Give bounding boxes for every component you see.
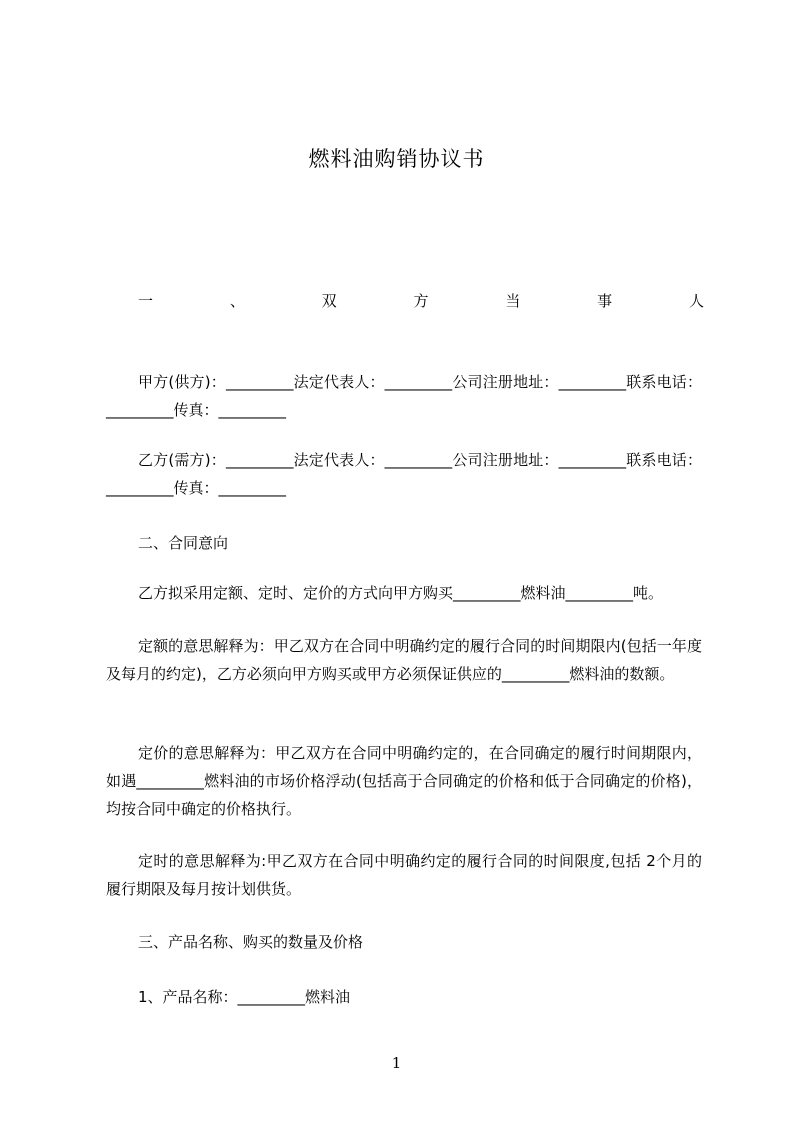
quota-definition-paragraph: 定额的意思解释为：甲乙双方在合同中明确约定的履行合同的时间期限内(包括一年度及每月的约定)，乙方必须向甲方购买或甲方必须保证供应的_________燃料油的数额。 <box>106 637 702 683</box>
page-number: 1 <box>391 1054 402 1072</box>
section-3-heading: 三、产品名称、购买的数量及价格 <box>138 933 364 951</box>
heading-char: 、 <box>229 292 245 310</box>
heading-char: 一 <box>138 292 154 310</box>
price-definition-paragraph: 定价的意思解释为：甲乙双方在合同中明确约定的，在合同确定的履行时间期限内，如遇_________燃料油的市场价格浮动(包括高于合同确定的价格和低于合同确定的价格)，均按合同中确定的价格执行。 <box>106 744 702 818</box>
heading-char: 人 <box>688 292 704 310</box>
heading-char: 事 <box>597 292 613 310</box>
party-b-paragraph: 乙方(需方)：_________法定代表人：_________公司注册地址：_________联系电话：_________传真：_________ <box>106 451 702 497</box>
heading-char: 当 <box>505 292 521 310</box>
document-title: 燃料油购销协议书 <box>308 147 485 171</box>
section-2-heading: 二、合同意向 <box>138 534 229 552</box>
section-1-heading <box>138 290 704 311</box>
intent-paragraph: 乙方拟采用定额、定时、定价的方式向甲方购买_________燃料油_________吨。 <box>138 584 664 602</box>
product-name-line: 1、产品名称：_________燃料油 <box>138 988 351 1006</box>
time-definition-paragraph: 定时的意思解释为:甲乙双方在合同中明确约定的履行合同的时间限度,包括 2个月的履行期限及每月按计划供货。 <box>106 852 702 898</box>
heading-char: 双 <box>321 292 337 310</box>
party-a-paragraph: 甲方(供方)：_________法定代表人：_________公司注册地址：_________联系电话：_________传真：_________ <box>106 373 702 419</box>
heading-char: 方 <box>413 292 429 310</box>
